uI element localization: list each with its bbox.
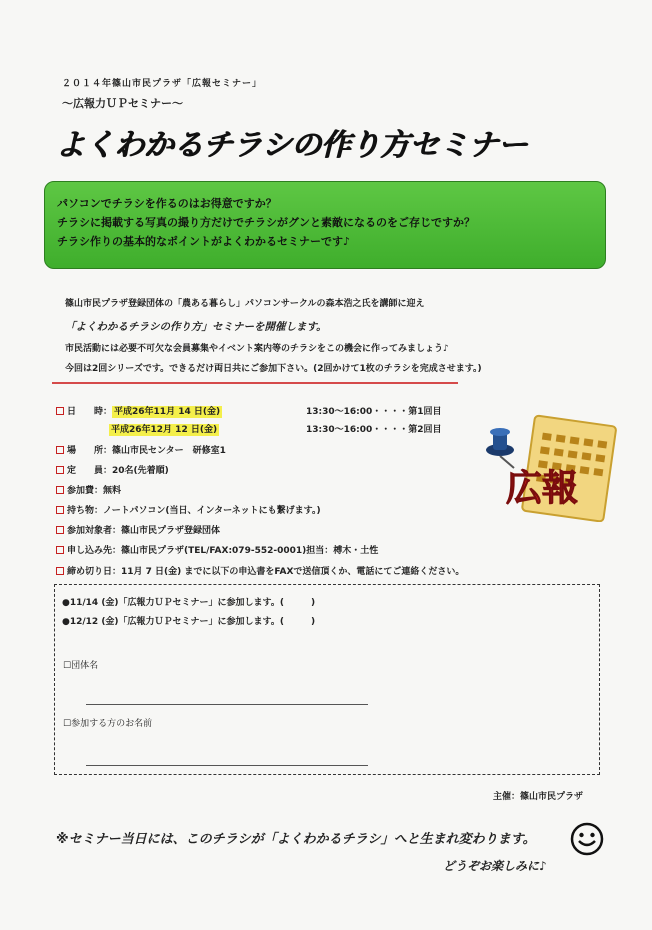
checkbox-square-icon	[56, 506, 64, 514]
pr-graphic-text: 広報	[506, 468, 579, 509]
apply-row	[56, 543, 378, 556]
target-text: 参加対象者：篠山市民プラザ登録団体	[67, 526, 221, 536]
checkbox-square-icon	[56, 446, 64, 454]
checkbox-square-icon	[56, 526, 64, 534]
date-2: 平成26年12月 12 日(金)	[111, 425, 218, 435]
checkbox-square-icon	[56, 466, 64, 474]
checkbox-square-icon	[56, 486, 64, 494]
fee-text: 参加費：無料	[67, 486, 122, 496]
date-label: 日 時：	[67, 407, 113, 417]
bring-text: 持ち物：ノートパソコン(当日、インターネットにも繋げます。)	[67, 506, 321, 516]
date-1: 平成26年11月 14 日(金)	[114, 407, 221, 417]
application-form	[54, 584, 600, 775]
form-option-2[interactable]: ●12/12 (金)「広報力ＵＰセミナー」に参加します。( )	[62, 617, 316, 627]
description-line: 市民活動には必要不可欠な会員募集やイベント案内等のチラシをこの機会に作ってみましょう♪	[65, 344, 449, 354]
subtitle: 〜広報力ＵＰセミナー〜	[62, 97, 183, 110]
page-title: よくわかるチラシの作り方セミナー	[55, 128, 527, 163]
description-line: 篠山市民プラザ登録団体の「農ある暮らし」パソコンサークルの森本浩之氏を講師に迎え	[65, 299, 425, 309]
intro-box	[44, 181, 606, 269]
deadline-text: 締め切り日：11月 7 日(金) までに以下の申込書をFAXで送信頂くか、電話にてご連絡ください。	[67, 567, 465, 577]
form-option-1[interactable]: ●11/14 (金)「広報力ＵＰセミナー」に参加します。( )	[62, 598, 316, 608]
place-text: 場 所：篠山市民センター 研修室1	[67, 446, 226, 456]
participant-names-field[interactable]	[86, 765, 368, 766]
description-line: 今回は2回シリーズです。できるだけ両日共にご参加下さい。(2回かけて1枚のチラシを完成させます。)	[65, 364, 482, 374]
intro-line: チラシ作りの基本的なポイントがよくわかるセミナーです♪	[57, 235, 351, 248]
bring-row	[56, 503, 321, 516]
fee-row	[56, 483, 121, 496]
apply-text: 申し込み先：篠山市民プラザ(TEL/FAX:079-552-0001)担当：榑木・土性	[67, 546, 379, 556]
pr-notice-graphic	[480, 414, 620, 522]
smiley-icon	[570, 822, 604, 856]
time-2: 13:30〜16:00・・・・第2回目	[306, 425, 442, 435]
footer-closing: どうぞお楽しみに♪	[443, 859, 547, 873]
footer-note: ※セミナー当日には、このチラシが「よくわかるチラシ」へと生まれ変わります。	[56, 832, 536, 847]
year-line: ２０１４年篠山市民プラザ「広報セミナー」	[62, 79, 263, 89]
checkbox-square-icon	[56, 567, 64, 575]
date-row-2	[109, 422, 219, 435]
time-1: 13:30〜16:00・・・・第1回目	[306, 407, 442, 417]
intro-line: チラシに掲載する写真の撮り方だけでチラシがグンと素敵になるのをご存じですか？	[57, 216, 475, 229]
divider	[52, 382, 458, 384]
date-row-1	[56, 404, 222, 417]
sponsor: 主催：篠山市民プラザ	[493, 792, 584, 802]
capacity-text: 定 員：20名(先着順)	[67, 466, 169, 476]
place-row	[56, 443, 226, 456]
group-name-label: ☐団体名	[63, 661, 99, 671]
checkbox-square-icon	[56, 546, 64, 554]
target-row	[56, 523, 220, 536]
description-line: 「よくわかるチラシの作り方」セミナーを開催します。	[65, 321, 327, 333]
group-name-field[interactable]	[86, 704, 368, 705]
checkbox-square-icon	[56, 407, 64, 415]
capacity-row	[56, 463, 169, 476]
deadline-row	[56, 564, 464, 577]
intro-line: パソコンでチラシを作るのはお得意ですか？	[57, 197, 277, 210]
participant-names-label: ☐参加する方のお名前	[63, 719, 153, 729]
pushpin-icon	[486, 428, 514, 468]
